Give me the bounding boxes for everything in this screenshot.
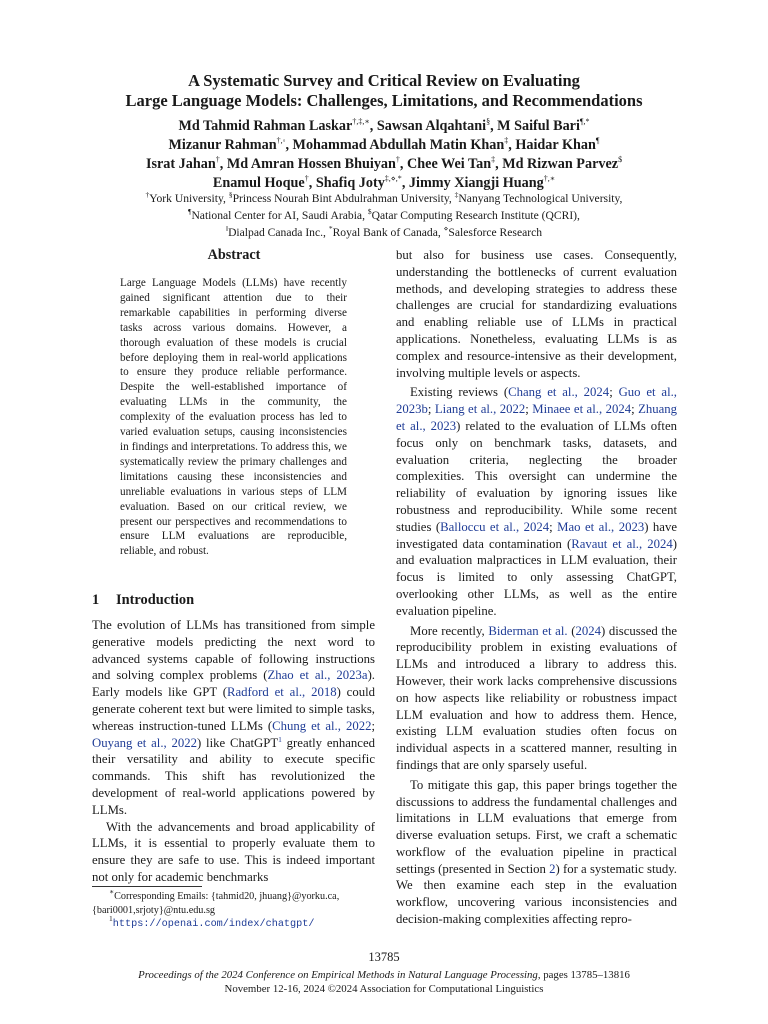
affiliation-name: Dialpad Canada Inc., [228, 226, 329, 239]
footnote-marker[interactable]: 1 [278, 734, 282, 744]
text-run: ). Early models like GPT ( [92, 668, 375, 700]
title-line-1: A Systematic Survey and Critical Review on Evaluating [188, 71, 580, 90]
citation-link[interactable]: Liang et al., 2022 [434, 402, 526, 417]
section-title: Introduction [116, 592, 195, 608]
text-run: The evolution of LLMs has transitioned from simple generative models predicting the next word to advanced systems capable of following instructions and solving complex problems ( [92, 618, 375, 683]
paragraph [92, 819, 375, 886]
proceedings-title: Proceedings of the 2024 Conference on Empirical Methods in Natural Language Processing [138, 969, 538, 981]
author-name: Mizanur Rahman [168, 137, 277, 153]
footnotes [92, 887, 382, 932]
author-name: Md Rizwan Parvez [502, 156, 619, 172]
paragraph [92, 617, 375, 819]
text-run: but also for business use cases. Consequently, understanding the bottlenecks of current evaluation methods, and developing strategies to address these challenges are crucial for standardizing evaluations and enabling reliable use of LLMs in practical applications. Nonetheless, evaluating LLMs is as complex and resource-intensive as their development, involving multiple levels or aspects. [396, 248, 677, 380]
citation-link[interactable]: Chang et al., 2024 [508, 385, 610, 400]
affiliation-marker: †,◦ [276, 136, 286, 145]
section-heading [92, 592, 194, 609]
text-run: ; [549, 519, 558, 534]
author-name: M Saiful Bari [497, 118, 580, 134]
affiliation-list [0, 190, 768, 241]
text-run: ( [567, 623, 576, 638]
text-run: ; [631, 402, 639, 417]
footnote-symbol: ∗ [109, 887, 115, 896]
footnote-text: Corresponding Emails: {tahmid20, jhuang}@yorku.ca, [114, 891, 340, 902]
footnote-text-continued: {bari0001,srjoty}@ntu.edu.sg [92, 904, 216, 916]
right-column [396, 247, 677, 928]
affiliation-marker: †,‡,∗ [352, 117, 370, 126]
author-name: Sawsan Alqahtani [376, 118, 487, 134]
author-name: Enamul Hoque [212, 175, 305, 191]
footnote-1 [92, 914, 382, 932]
citation-link[interactable]: Zhao et al., 2023a [267, 668, 368, 683]
affiliation-name: Salesforce Research [448, 226, 543, 239]
author-line: Israt Jahan†, Md Amran Hossen Bhuiyan†, Chee Wei Tan‡, Md Rizwan Parvez$ [145, 155, 623, 172]
text-run: ) have investigated data contamination ( [396, 519, 677, 551]
author-list [0, 117, 768, 193]
citation-link[interactable]: Zhuang et al., 2023 [396, 402, 678, 433]
affiliation-symbol: § [228, 190, 233, 199]
footnote-symbol: 1 [109, 914, 113, 923]
text-run: ; [609, 385, 619, 400]
affiliation-symbol: ¶ [188, 207, 192, 216]
paragraph [396, 384, 677, 619]
proceedings-line [0, 968, 768, 982]
affiliation-marker: § [486, 117, 491, 126]
text-run: ; [525, 402, 533, 417]
citation-link[interactable]: Mao et al., 2023 [557, 519, 645, 534]
affiliation-line [0, 190, 768, 207]
author-name: Mohammad Abdullah Matin Khan [292, 137, 505, 153]
affiliation-marker: ‡,⋄,* [384, 174, 402, 183]
affiliation-name: Qatar Computing Research Institute (QCRI), [371, 209, 580, 222]
citation-link[interactable]: Guo et al., 2023b [396, 385, 677, 417]
affiliation-line [0, 207, 768, 224]
affiliation-symbol: ‖ [225, 224, 229, 233]
left-column [92, 617, 375, 886]
citation-link[interactable]: Minaee et al., 2024 [532, 402, 632, 417]
abstract-body: Large Language Models (LLMs) have recently gained significant attention due to their remarkable capabilities in performing diverse tasks across various domains. However, a thorough evaluation of these models is crucial before deploying them in real-world applications to ensure they produce reliable performance. Despite the well-established importance of evaluating LLMs in the community, the complexity of the evaluation process has led to varied evaluation setups, causing inconsistencies in findings and interpretations. To address this, we systematically review the primary challenges and limitations causing these inconsistencies and unreliable evaluations in various steps of LLM evaluation. Based on our critical review, we present our perspectives and recommendations to ensure LLM evaluations are reproducible, reliable, and robust. [120, 277, 347, 558]
affiliation-name: York University, [149, 192, 229, 205]
text-run: greatly enhanced their versatility and ability to execute specific commands. This shift has revolutionized the development of real-world applications powered by LLMs. [92, 735, 375, 817]
affiliation-name: Royal Bank of Canada, [332, 226, 444, 239]
affiliation-marker: ‡ [504, 136, 509, 145]
date-line: November 12-16, 2024 ©2024 Association for Computational Linguistics [224, 983, 544, 995]
affiliation-marker: $ [618, 155, 623, 164]
citation-link[interactable]: Biderman et al. [488, 623, 568, 638]
affiliation-name: National Center for AI, Saudi Arabia, [191, 209, 368, 222]
paragraph [396, 247, 677, 381]
affiliation-marker: †,∗ [543, 174, 556, 183]
affiliation-symbol: ‡ [454, 190, 459, 199]
affiliation-name: Nanyang Technological University, [458, 192, 623, 205]
author-name: Md Amran Hossen Bhuiyan [226, 156, 396, 172]
affiliation-name: Princess Nourah Bint Abdulrahman University, [232, 192, 455, 205]
text-run: ; [427, 402, 435, 417]
proceedings-footer [0, 968, 768, 996]
citation-link[interactable]: Ravaut et al., 2024 [571, 536, 673, 551]
author-name: Israt Jahan [145, 156, 216, 172]
abstract-heading: Abstract [207, 247, 261, 263]
text-run: ) and evaluation malpractices in LLM evaluation, their focus is limited to only assessing ChatGPT, overlooking other LLMs, as well as the entire evaluation pipeline. [396, 536, 677, 618]
author-name: Jimmy Xiangji Huang [408, 175, 544, 191]
author-line: Mizanur Rahman†,◦, Mohammad Abdullah Matin Khan‡, Haidar Khan¶ [168, 136, 600, 153]
chatgpt-link[interactable]: https://openai.com/index/chatgpt/ [112, 919, 315, 930]
citation-link[interactable]: Radford et al., 2018 [227, 685, 337, 700]
affiliation-symbol: $ [367, 207, 372, 216]
author-name: Haidar Khan [515, 137, 596, 153]
affiliation-marker: † [395, 155, 400, 164]
text-run: ) could generate coherent text but were limited to simple tasks, whereas instruction-tuned LLMs ( [92, 685, 376, 733]
affiliation-marker: † [304, 174, 309, 183]
citation-link[interactable]: Ouyang et al., 2022 [92, 735, 198, 750]
title-line-2: Large Language Models: Challenges, Limitations, and Recommendations [125, 91, 643, 110]
footnote-corresponding [92, 887, 382, 904]
affiliation-symbol: † [145, 190, 150, 199]
paragraph [396, 623, 677, 774]
author-line: Enamul Hoque†, Shafiq Joty‡,⋄,*, Jimmy Xiangji Huang†,∗ [212, 174, 556, 191]
citation-link[interactable]: 2 [549, 861, 556, 876]
affiliation-marker: ¶,* [579, 117, 590, 126]
author-name: Chee Wei Tan [407, 156, 492, 172]
author-name: Shafiq Joty [315, 175, 385, 191]
affiliation-marker: † [215, 155, 220, 164]
citation-link[interactable]: Chung et al., 2022 [272, 718, 372, 733]
text-run: To mitigate this gap, this paper brings together the discussions to address the fundamental challenges and limitations in LLM evaluations that emerge from diverse evaluation setups. First, we craft a schematic workflow of the evaluation pipeline in practical settings (presented in Section [396, 777, 677, 876]
affiliation-symbol: * [328, 224, 333, 233]
text-run: ) like ChatGPT [197, 735, 279, 750]
paragraph [396, 777, 677, 928]
affiliation-marker: ‡ [491, 155, 496, 164]
affiliation-marker: ¶ [595, 136, 600, 145]
text-run: ) discussed the reproducibility problem in existing evaluations of LLMs and introduced a library to address this. However, their work lacks comprehensive discussions on how aspects like reliability or robustness impact LLM evaluation and how to address them. Hence, existing LLM evaluation studies often focus on individual aspects in a scattered manner, resulting in findings that are only sparsely useful. [396, 623, 677, 772]
section-number: 1 [92, 592, 100, 608]
text-run: ) related to the evaluation of LLMs often focus only on benchmark tasks, datasets, and evaluation criteria, neglecting the broader complexities. This oversight can undermine the reliability of evaluation by ignoring issues like robustness and reproducibility. While some recent studies ( [396, 418, 677, 534]
paper-title [0, 71, 768, 111]
proceedings-pages: , pages 13785–13816 [537, 969, 630, 981]
text-run: Existing reviews ( [410, 385, 509, 400]
citation-link[interactable]: Balloccu et al., 2024 [440, 519, 550, 534]
author-name: Md Tahmid Rahman Laskar [178, 118, 353, 134]
citation-link[interactable]: 2024 [575, 623, 601, 638]
text-run: More recently, [410, 623, 489, 638]
text-run: ) for a systematic study. We then examine each step in the evaluation workflow, uncovering various inconsistencies and decision-making complexities affecting repro- [396, 861, 677, 927]
text-run: With the advancements and broad applicability of LLMs, it is essential to properly evaluate them to ensure they are safe to use. This is indeed important not only for academic benchmarks [92, 819, 375, 884]
affiliation-line [0, 224, 768, 241]
page-number: 13785 [368, 950, 400, 964]
affiliation-symbol: ⋄ [443, 224, 449, 233]
author-line: Md Tahmid Rahman Laskar†,‡,∗, Sawsan Alqahtani§, M Saiful Bari¶,* [178, 117, 590, 134]
text-run: ; [371, 718, 375, 733]
